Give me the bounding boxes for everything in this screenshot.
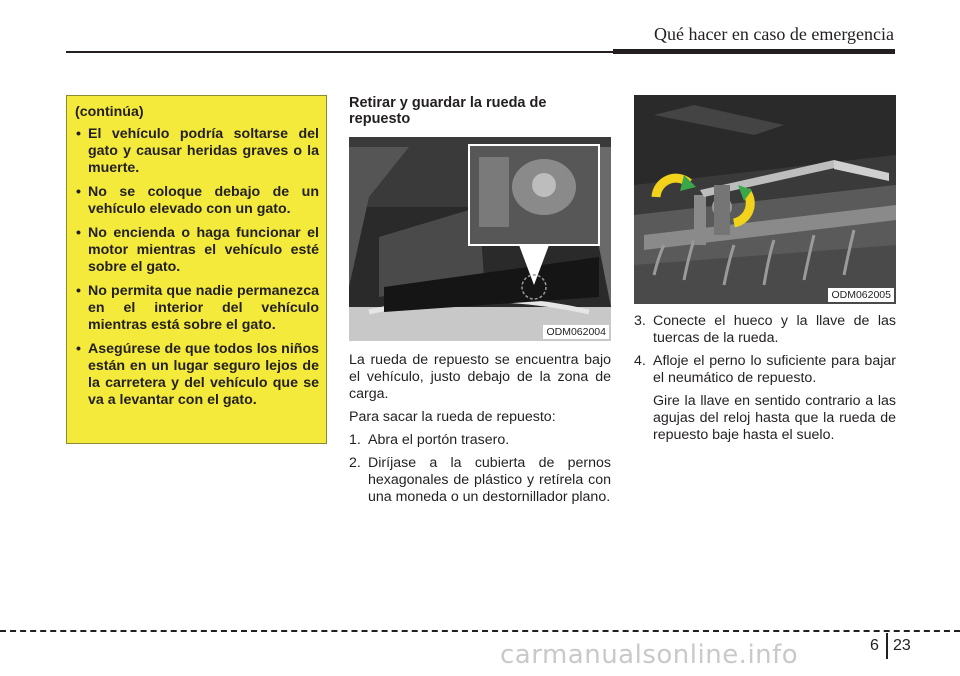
column-3-text — [634, 313, 896, 450]
step-number: 4. — [634, 353, 646, 369]
wrench-illustration — [634, 95, 896, 304]
column-2-text — [349, 352, 611, 512]
section-header — [349, 95, 611, 127]
warning-item-text: No permita que nadie permanezca en el interior del vehículo mientras está sobre el gato. — [88, 283, 319, 333]
step-item — [349, 432, 611, 449]
warning-item — [75, 341, 319, 409]
warning-item — [75, 283, 319, 334]
step-number: 1. — [349, 432, 361, 448]
photo-caption: ODM062005 — [828, 288, 894, 302]
bullet-icon: • — [76, 341, 81, 357]
step-text: Abra el portón trasero. — [368, 432, 510, 448]
warning-list — [75, 126, 319, 409]
photo-caption: ODM062004 — [543, 325, 609, 339]
header-rule-accent — [613, 49, 895, 54]
page-number: 23 — [893, 637, 911, 654]
warning-item-text: Asegúrese de que todos los niños están en un lugar seguro lejos de la carretera y del vehículo que se va a levantar con el gato. — [88, 341, 319, 408]
step-text: Afloje el perno lo suficiente para bajar el neumático de repuesto. — [653, 353, 896, 386]
warning-item-text: No se coloque debajo de un vehículo elevado con un gato. — [88, 184, 319, 217]
bullet-icon: • — [76, 283, 81, 299]
cargo-area-illustration — [349, 137, 611, 341]
step-text: Conecte el hueco y la llave de las tuercas de la rueda. — [653, 313, 896, 346]
warning-item-text: El vehículo podría soltarse del gato y causar heridas graves o la muerte. — [88, 126, 319, 176]
warning-item — [75, 184, 319, 218]
wrench-photo — [634, 95, 896, 304]
lead-paragraph: Para sacar la rueda de repuesto: — [349, 409, 556, 425]
chapter-number: 6 — [870, 637, 879, 654]
bullet-icon: • — [76, 225, 81, 241]
page-header-title: Qué hacer en caso de emergencia — [653, 24, 894, 44]
bullet-icon: • — [76, 184, 81, 200]
step-text: Diríjase a la cubierta de pernos hexagonales de plástico y retírela con una moneda o un destornillador plano. — [368, 455, 611, 505]
step-number: 3. — [634, 313, 646, 329]
warning-continued-label: (continúa) — [75, 104, 144, 120]
step-item — [634, 313, 896, 347]
warning-item-text: No encienda o haga funcionar el motor mientras el vehículo esté sobre el gato. — [88, 225, 319, 275]
footer-rule — [0, 630, 960, 632]
step-number: 2. — [349, 455, 361, 471]
step-item — [349, 455, 611, 506]
warning-box — [66, 95, 327, 444]
page-number-separator — [886, 633, 888, 659]
watermark: carmanualsonline.info — [500, 640, 799, 670]
intro-paragraph: La rueda de repuesto se encuentra bajo el vehículo, justo debajo de la zona de carga. — [349, 352, 611, 402]
step-4-detail: Gire la llave en sentido contrario a las agujas del reloj hasta que la rueda de repuesto baje hasta el suelo. — [653, 393, 896, 443]
section-title: Retirar y guardar la rueda de repuesto — [349, 95, 547, 127]
bullet-icon: • — [76, 126, 81, 142]
warning-item — [75, 225, 319, 276]
step-item — [634, 353, 896, 387]
warning-item — [75, 126, 319, 177]
cargo-area-photo — [349, 137, 611, 341]
